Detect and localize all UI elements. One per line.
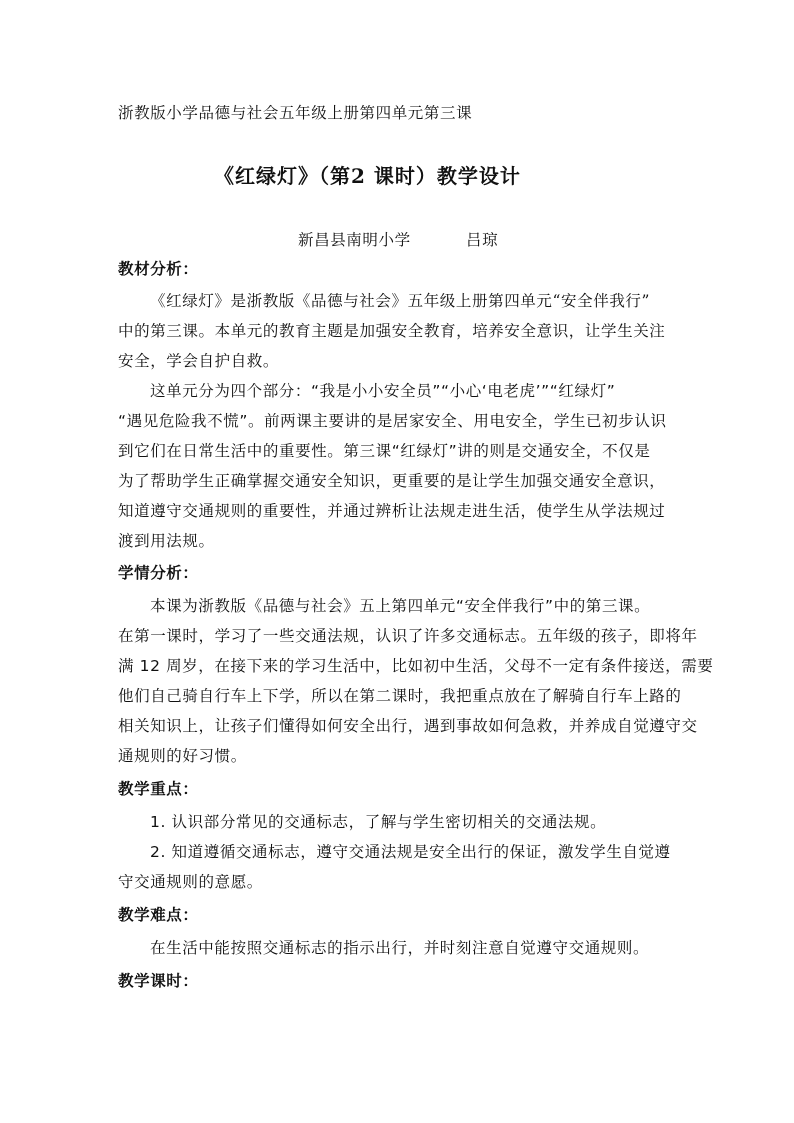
paragraph-line: 守交通规则的意愿。: [118, 873, 263, 891]
paragraph-line: 满 12 周岁，在接下来的学习生活中，比如初中生活，父母不一定有条件接送，需要: [118, 657, 714, 675]
paragraph-line: 为了帮助学生正确掌握交通安全知识，更重要的是让学生加强交通安全意识，: [118, 472, 666, 490]
paragraph-line: 知道遵守交通规则的重要性，并通过辨析让法规走进生活，使学生从学法规过: [118, 502, 666, 520]
header-line: 浙教版小学品德与社会五年级上册第四单元第三课: [118, 104, 473, 122]
list-item: 1. 认识部分常见的交通标志，了解与学生密切相关的交通法规。: [150, 813, 607, 831]
paragraph-line: 在生活中能按照交通标志的指示出行，并时刻注意自觉遵守交通规则。: [150, 939, 650, 957]
paragraph-line: 安全，学会自护自救。: [118, 352, 280, 370]
section-heading-student-analysis: 学情分析：: [118, 564, 199, 582]
section-heading-key-points: 教学重点：: [118, 780, 199, 798]
section-heading-class-hours: 教学课时：: [118, 972, 199, 990]
section-heading-textbook-analysis: 教材分析：: [118, 260, 199, 278]
paragraph-line: 本课为浙教版《品德与社会》五上第四单元“安全伴我行”中的第三课。: [150, 597, 651, 615]
section-heading-difficulties: 教学难点：: [118, 906, 199, 924]
page-title: 《红绿灯》（第2 课时）教学设计: [214, 164, 521, 188]
author-school: 新昌县南明小学: [298, 231, 411, 249]
paragraph-line: 《红绿灯》是浙教版《品德与社会》五年级上册第四单元“安全伴我行”: [150, 292, 651, 310]
list-item: 2. 知道遵循交通标志，遵守交通法规是安全出行的保证，激发学生自觉遵: [150, 843, 671, 861]
paragraph-line: 这单元分为四个部分：“我是小小安全员”“小心‘电老虎’”“红绿灯”: [150, 382, 616, 400]
paragraph-line: 渡到用法规。: [118, 532, 215, 550]
author-name: 吕琼: [466, 231, 499, 249]
paragraph-line: 中的第三课。本单元的教育主题是加强安全教育，培养安全意识，让学生关注: [118, 322, 666, 340]
paragraph-line: 通规则的好习惯。: [118, 747, 247, 765]
paragraph-line: 他们自己骑自行车上下学，所以在第二课时，我把重点放在了解骑自行车上路的: [118, 687, 682, 705]
paragraph-line: 在第一课时，学习了一些交通法规，认识了许多交通标志。五年级的孩子，即将年: [118, 627, 698, 645]
paragraph-line: 相关知识上，让孩子们懂得如何安全出行，遇到事故如何急救，并养成自觉遵守交: [118, 717, 698, 735]
paragraph-line: “遇见危险我不慌”。前两课主要讲的是居家安全、用电安全，学生已初步认识: [118, 412, 667, 430]
paragraph-line: 到它们在日常生活中的重要性。第三课“红绿灯”讲的则是交通安全，不仅是: [118, 442, 651, 460]
